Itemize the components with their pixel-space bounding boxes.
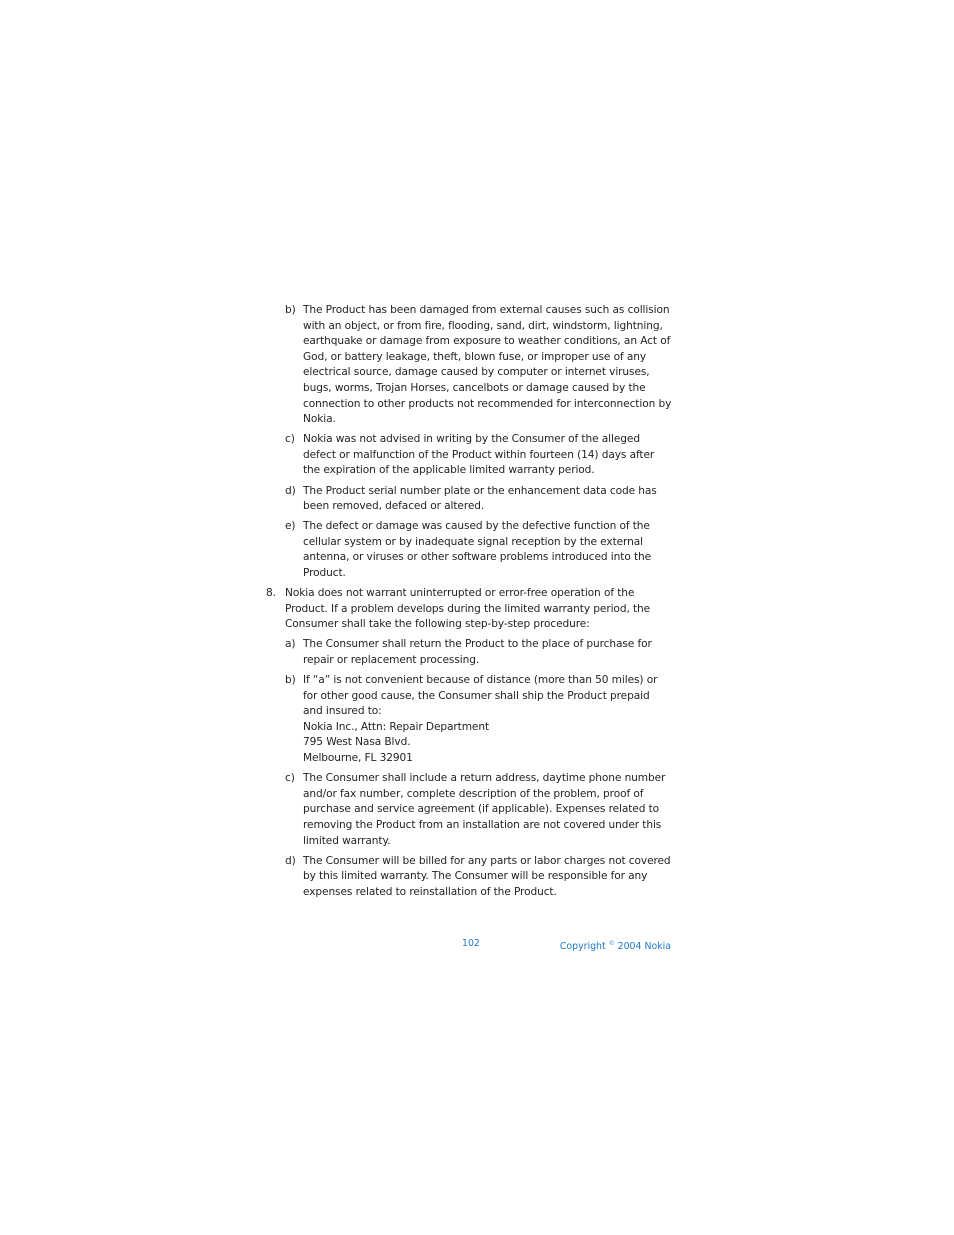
list-item-text: Nokia was not advised in writing by the Consumer of the alleged defect or malfunction of the Product within fourteen (14) days after the expiration of the applicable limited warranty period. xyxy=(303,433,655,477)
address-line: Melbourne, FL 32901 xyxy=(303,752,413,765)
list-item-text: The Consumer shall include a return address, daytime phone number and/or fax number, complete description of the problem, proof of purchase and service agreement (if applicable). Expenses related to removing the Product from an installation are not covered under this limited warranty. xyxy=(303,772,666,847)
list-marker: a) xyxy=(285,638,296,651)
list-item xyxy=(266,432,672,479)
copyright-label: Copyright xyxy=(559,941,606,952)
list-marker: d) xyxy=(285,854,296,867)
list-marker: d) xyxy=(285,484,296,497)
list-marker: b) xyxy=(285,674,296,687)
numbered-item-text: Nokia does not warrant uninterrupted or error-free operation of the Product. If a problem develops during the limited warranty period, the Consumer shall take the following step-by-step procedure: xyxy=(285,587,651,631)
list-item xyxy=(266,673,672,767)
list-item-text: The Product serial number plate or the enhancement data code has been removed, defaced or altered. xyxy=(303,484,657,513)
list-item-text: The Product has been damaged from external causes such as collision with an object, or from fire, flooding, sand, dirt, windstorm, lightning, earthquake or damage from exposure to weather conditions, an Act of God, or battery leakage, theft, blown fuse, or improper use of any electrical source, damage caused by computer or internet viruses, bugs, worms, Trojan Horses, cancelbots or damage caused by the connection to other products not recommended for interconnection by Nokia. xyxy=(303,304,672,426)
list-marker: e) xyxy=(285,520,296,533)
address-line: Nokia Inc., Attn: Repair Department xyxy=(303,720,490,733)
copyright-year-owner: 2004 Nokia xyxy=(617,941,671,952)
list-item-text: The Consumer shall return the Product to the place of purchase for repair or replacement processing. xyxy=(303,638,652,666)
copyright-symbol: © xyxy=(608,940,615,947)
address-line: 795 West Nasa Blvd. xyxy=(303,736,411,749)
list-marker: c) xyxy=(285,772,295,785)
list-item xyxy=(266,484,672,515)
list-item xyxy=(266,519,672,581)
list-item-text: If “a” is not convenient because of distance (more than 50 miles) or for other good cause, the Consumer shall ship the Product prepaid and insured to: xyxy=(303,674,658,718)
list-item xyxy=(266,637,672,668)
list-item xyxy=(266,303,672,428)
copyright-notice xyxy=(560,937,671,954)
page-number: 102 xyxy=(462,938,480,949)
list-item xyxy=(266,771,672,849)
list-item xyxy=(266,854,672,901)
list-item-text: The Consumer will be billed for any parts or labor charges not covered by this limited warranty. The Consumer will be responsible for any expenses related to reinstallation of the Product. xyxy=(303,854,671,898)
numbered-item xyxy=(266,586,672,633)
warranty-text xyxy=(266,303,672,905)
list-marker: c) xyxy=(285,433,295,446)
list-number: 8. xyxy=(266,587,276,600)
list-item-text: The defect or damage was caused by the defective function of the cellular system or by inadequate signal reception by the external antenna, or viruses or other software problems introduced into the Product. xyxy=(303,520,652,579)
list-marker: b) xyxy=(285,304,296,316)
